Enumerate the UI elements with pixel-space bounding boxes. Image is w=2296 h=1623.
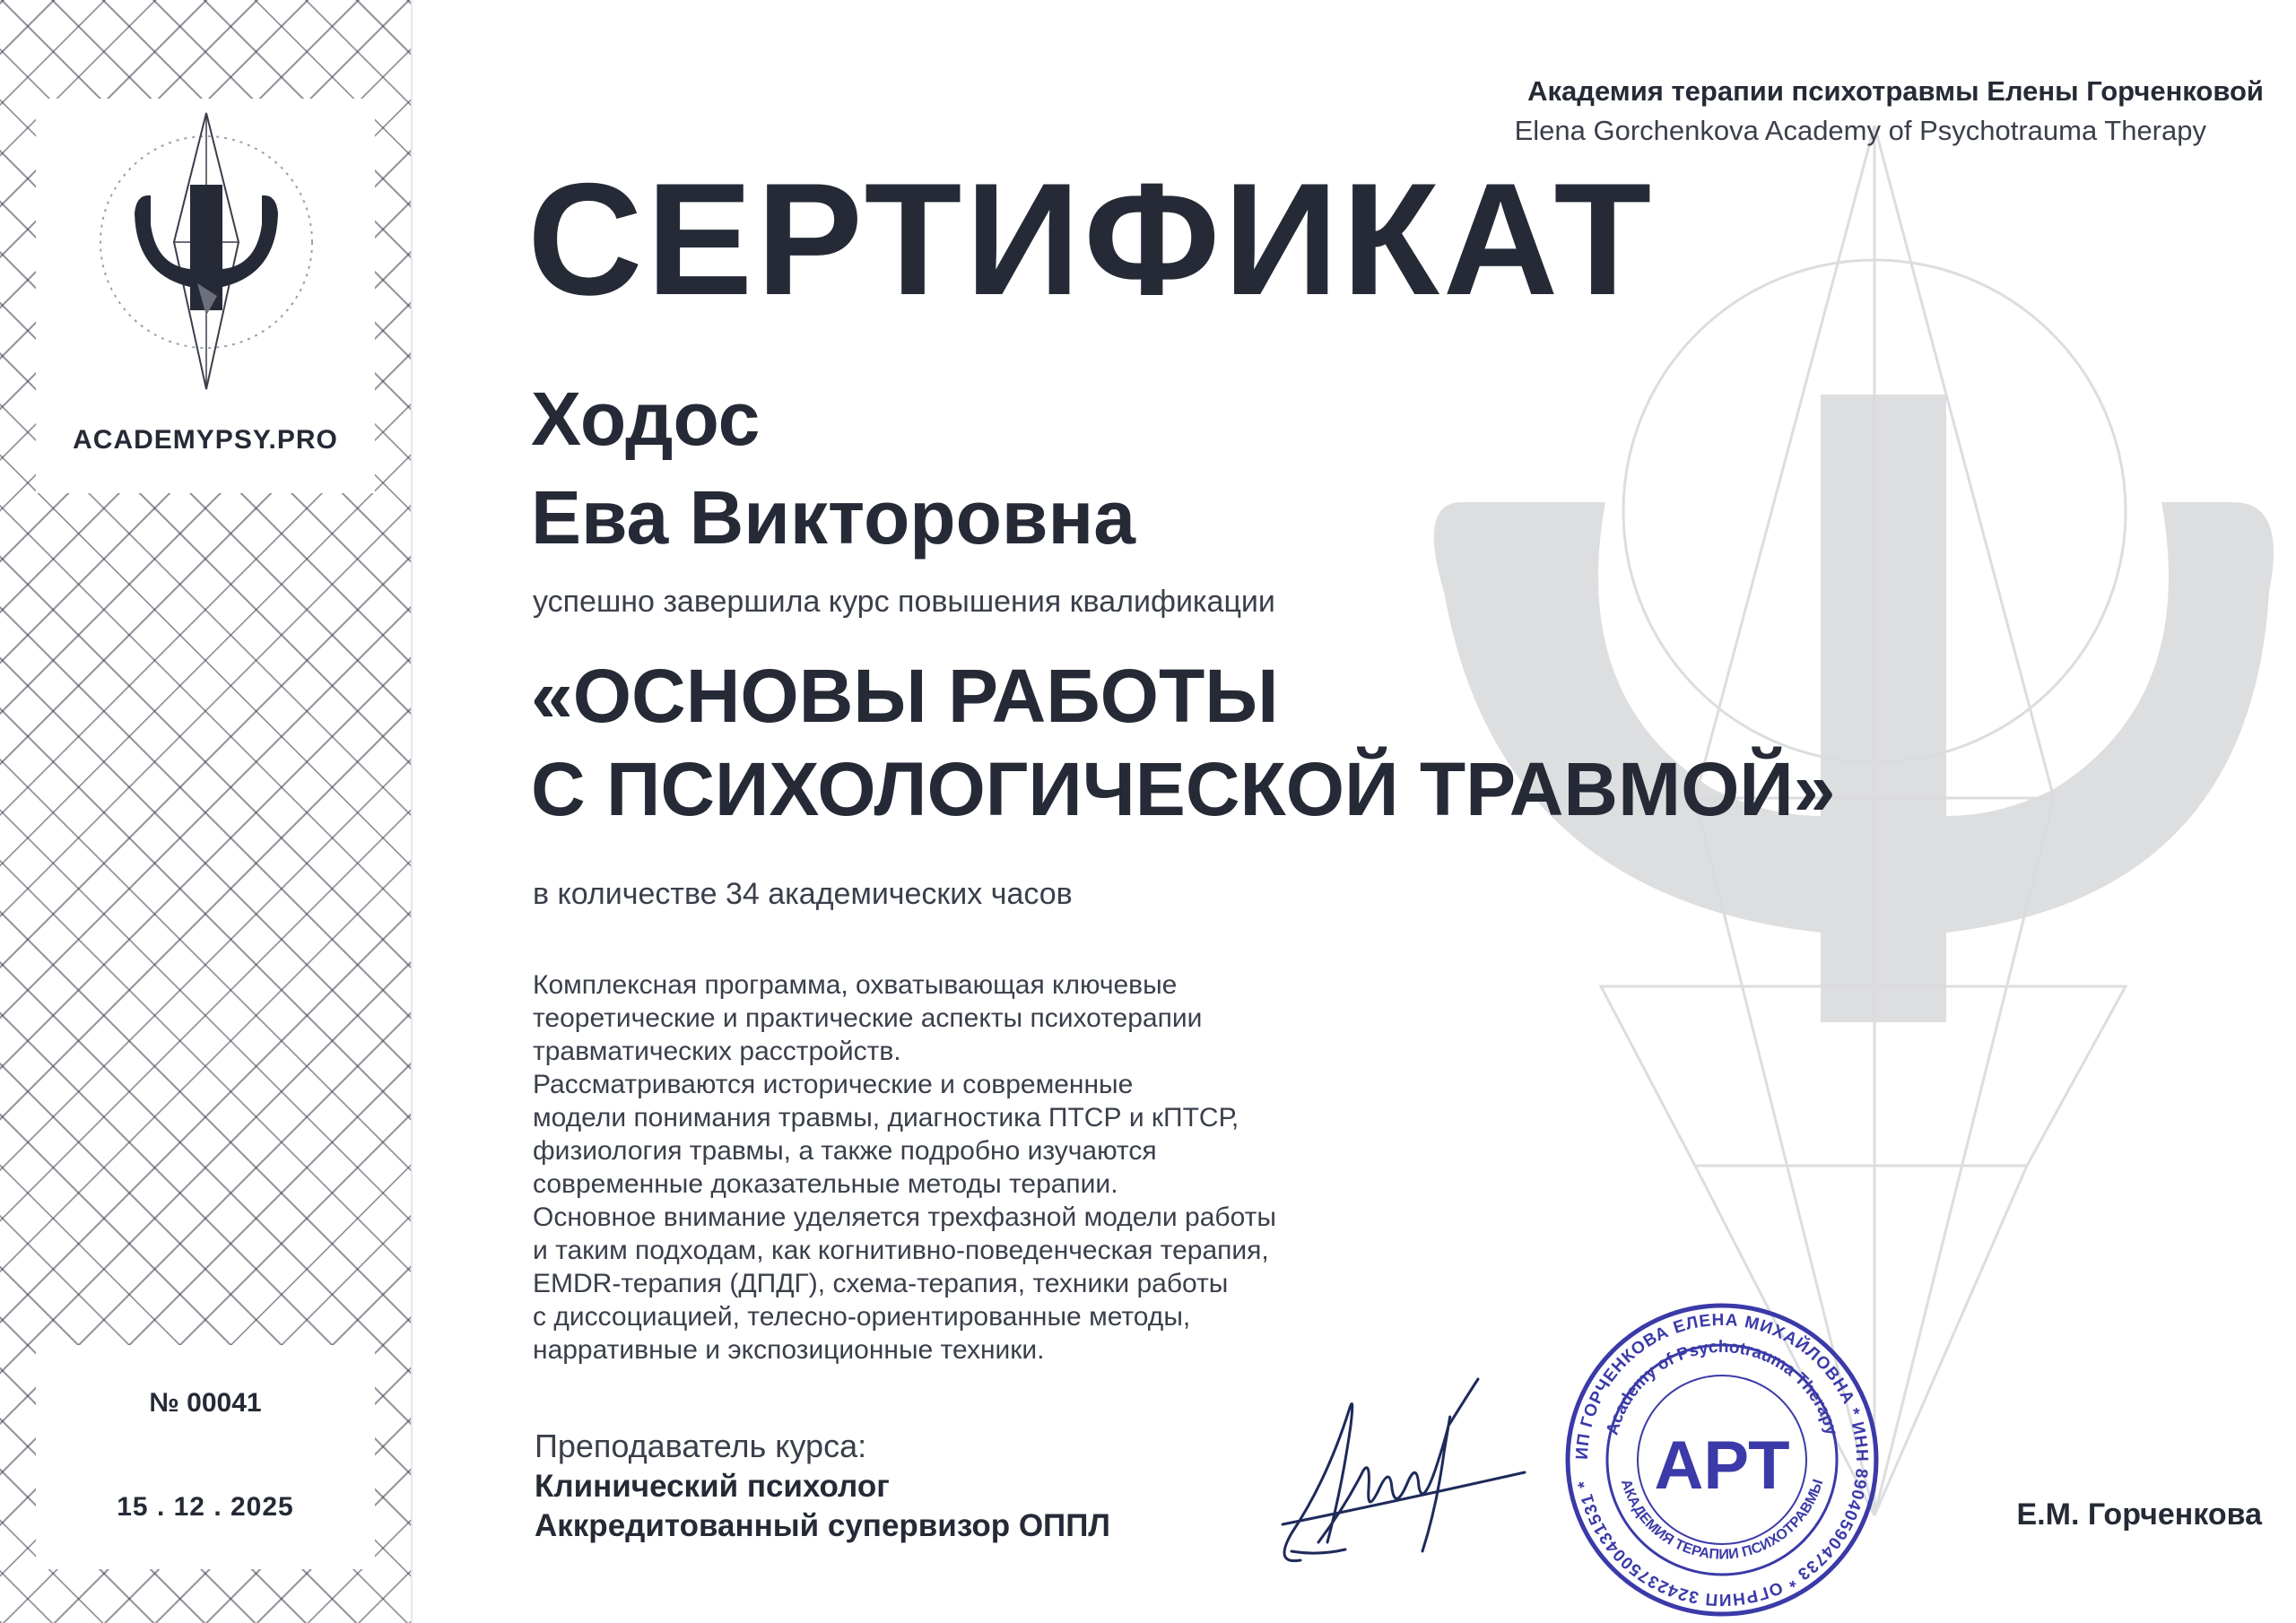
- academy-psi-logo-icon: [81, 108, 332, 395]
- teacher-role-1: Клинический психолог: [535, 1469, 890, 1504]
- description-line: модели понимания травмы, диагностика ПТСР и кПТСР,: [533, 1103, 1239, 1133]
- meta-plate: [36, 1345, 375, 1569]
- description-line: современные доказательные методы терапии.: [533, 1169, 1118, 1199]
- stamp-inner-text: Academy of Psychotrauma Therapy: [1603, 1337, 1841, 1437]
- teacher-label: Преподаватель курса:: [535, 1428, 867, 1464]
- stamp-bottom-text: АКАДЕМИЯ ТЕРАПИИ ПСИХОТРАВМЫ: [1617, 1477, 1827, 1563]
- course-title-line-2: С ПСИХОЛОГИЧЕСКОЙ ТРАВМОЙ»: [531, 747, 1836, 831]
- course-description: [533, 968, 1519, 1367]
- description-line: Рассматриваются исторические и современные: [533, 1070, 1134, 1099]
- teacher-credentials: [535, 1467, 1110, 1546]
- description-line: EMDR-терапия (ДПДГ), схема-терапия, техники работы: [533, 1269, 1229, 1298]
- handwritten-signature-icon: [1265, 1372, 1534, 1578]
- teacher-role-2: Аккредитованный супервизор ОППЛ: [535, 1508, 1110, 1543]
- certificate-title: СЕРТИФИКАТ: [527, 150, 1656, 328]
- description-line: нарративные и экспозиционные техники.: [533, 1335, 1045, 1365]
- description-line: теоретические и практические аспекты психотерапии: [533, 1003, 1203, 1033]
- description-line: и таким подходам, как когнитивно-поведенческая терапия,: [533, 1236, 1269, 1265]
- signer-name: Е.М. Горченкова: [2016, 1497, 2262, 1532]
- recipient-surname: Ходос: [531, 377, 761, 461]
- description-line: травматических расстройств.: [533, 1037, 901, 1066]
- recipient-name: [531, 369, 1135, 567]
- description-line: с диссоциацией, телесно-ориентированные методы,: [533, 1302, 1191, 1332]
- description-line: Комплексная программа, охватывающая ключевые: [533, 970, 1178, 1000]
- description-line: физиология травмы, а также подробно изучаются: [533, 1136, 1157, 1166]
- description-line: Основное внимание уделяется трехфазной модели работы: [533, 1202, 1276, 1232]
- course-title: [531, 649, 1836, 836]
- course-title-line-1: «ОСНОВЫ РАБОТЫ: [531, 654, 1279, 738]
- academy-name-ru: Академия терапии психотравмы Елены Горченковой: [1527, 75, 2264, 107]
- course-hours: в количестве 34 академических часов: [533, 877, 1073, 911]
- recipient-given-names: Ева Викторовна: [531, 475, 1136, 560]
- site-url: ACADEMYPSY.PRO: [73, 425, 338, 455]
- certificate-date: 15 . 12 . 2025: [117, 1492, 294, 1522]
- stamp-center-text: АРТ: [1654, 1428, 1790, 1504]
- official-stamp-icon: [1561, 1298, 1883, 1621]
- completion-statement: успешно завершила курс повышения квалификации: [533, 585, 1275, 619]
- certificate-number: № 00041: [149, 1388, 262, 1418]
- stamp-outer-text: ИП ГОРЧЕНКОВА ЕЛЕНА МИХАЙЛОВНА * ИНН 890405904733 * ОГРНИП 324237500431531 *: [1572, 1310, 1872, 1610]
- academy-name-en: Elena Gorchenkova Academy of Psychotrauma Therapy: [1514, 115, 2206, 146]
